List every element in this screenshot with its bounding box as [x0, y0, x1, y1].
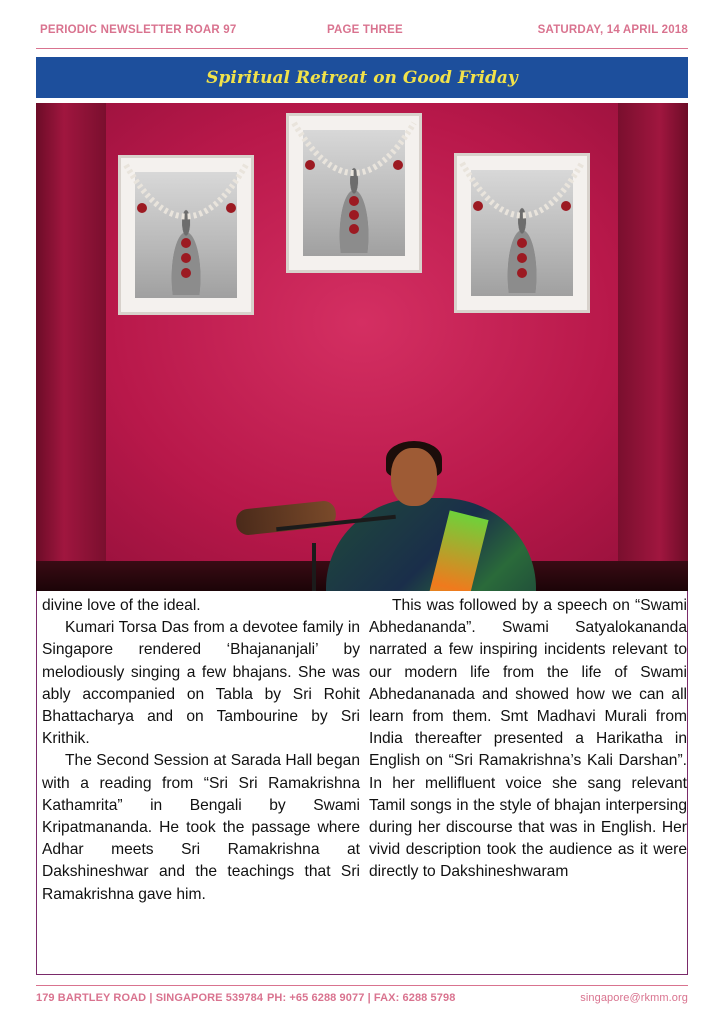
article-title: Spiritual Retreat on Good Friday [206, 67, 518, 88]
article-banner [36, 57, 688, 98]
microphone-stand [312, 543, 316, 591]
newsletter-issue: PERIODIC NEWSLETTER ROAR 97 [40, 24, 237, 36]
footer-rule [36, 985, 688, 986]
footer-contact: PH: +65 6288 9077 | FAX: 6288 5798 [267, 992, 456, 1004]
article-body [36, 591, 688, 975]
issue-date: SATURDAY, 14 APRIL 2018 [537, 24, 688, 36]
paragraph: The Second Session at Sarada Hall began with a reading from “Sri Sri Ramakrishna Kathamrita” in Bengali by Swami Kripatmananda. He took the passage where Adhar meets Sri Ramakrishna at Dakshineshwar and the teachings that Sri Ramakrishna gave him. [42, 752, 360, 903]
event-photo [36, 103, 688, 591]
instrument [235, 500, 337, 536]
singer [326, 498, 536, 591]
page-header [40, 24, 688, 42]
footer-address: 179 BARTLEY ROAD | SINGAPORE 539784 [36, 992, 264, 1004]
paragraph: Kumari Torsa Das from a devotee family in Singapore rendered ‘Bhajananjali’ by melodiously singing a few bhajans. She was ably accompanied on Tabla by Sri Rohit Bhattacharya and on Tambourine by Sri Krithik. [42, 619, 360, 748]
column-right [369, 595, 687, 884]
page-number: PAGE THREE [327, 24, 403, 36]
paragraph: This was followed by a speech on “Swami Abhedananda”. Swami Satyalokananda narrated a few inspiring incidents relevant to our modern life from the life of Swami Abhedananada and showed how we can all learn from them. Smt Madhavi Murali from India thereafter presented a Harikatha in English on “Sri Ramakrishna’s Kali Darshan”. In her mellifluent voice she sang relevant Tamil songs in the style of bhajan interpersing during her discourse that was in English. Her vivid description took the audience as it were directly to Dakshineshwaram [369, 597, 687, 881]
paragraph: divine love of the ideal. [42, 597, 201, 614]
header-rule [36, 48, 688, 49]
footer-email-link[interactable]: singapore@rkmm.org [580, 992, 688, 1004]
flower-garlands [36, 103, 688, 333]
column-left [42, 595, 360, 906]
page-footer [36, 992, 688, 1008]
